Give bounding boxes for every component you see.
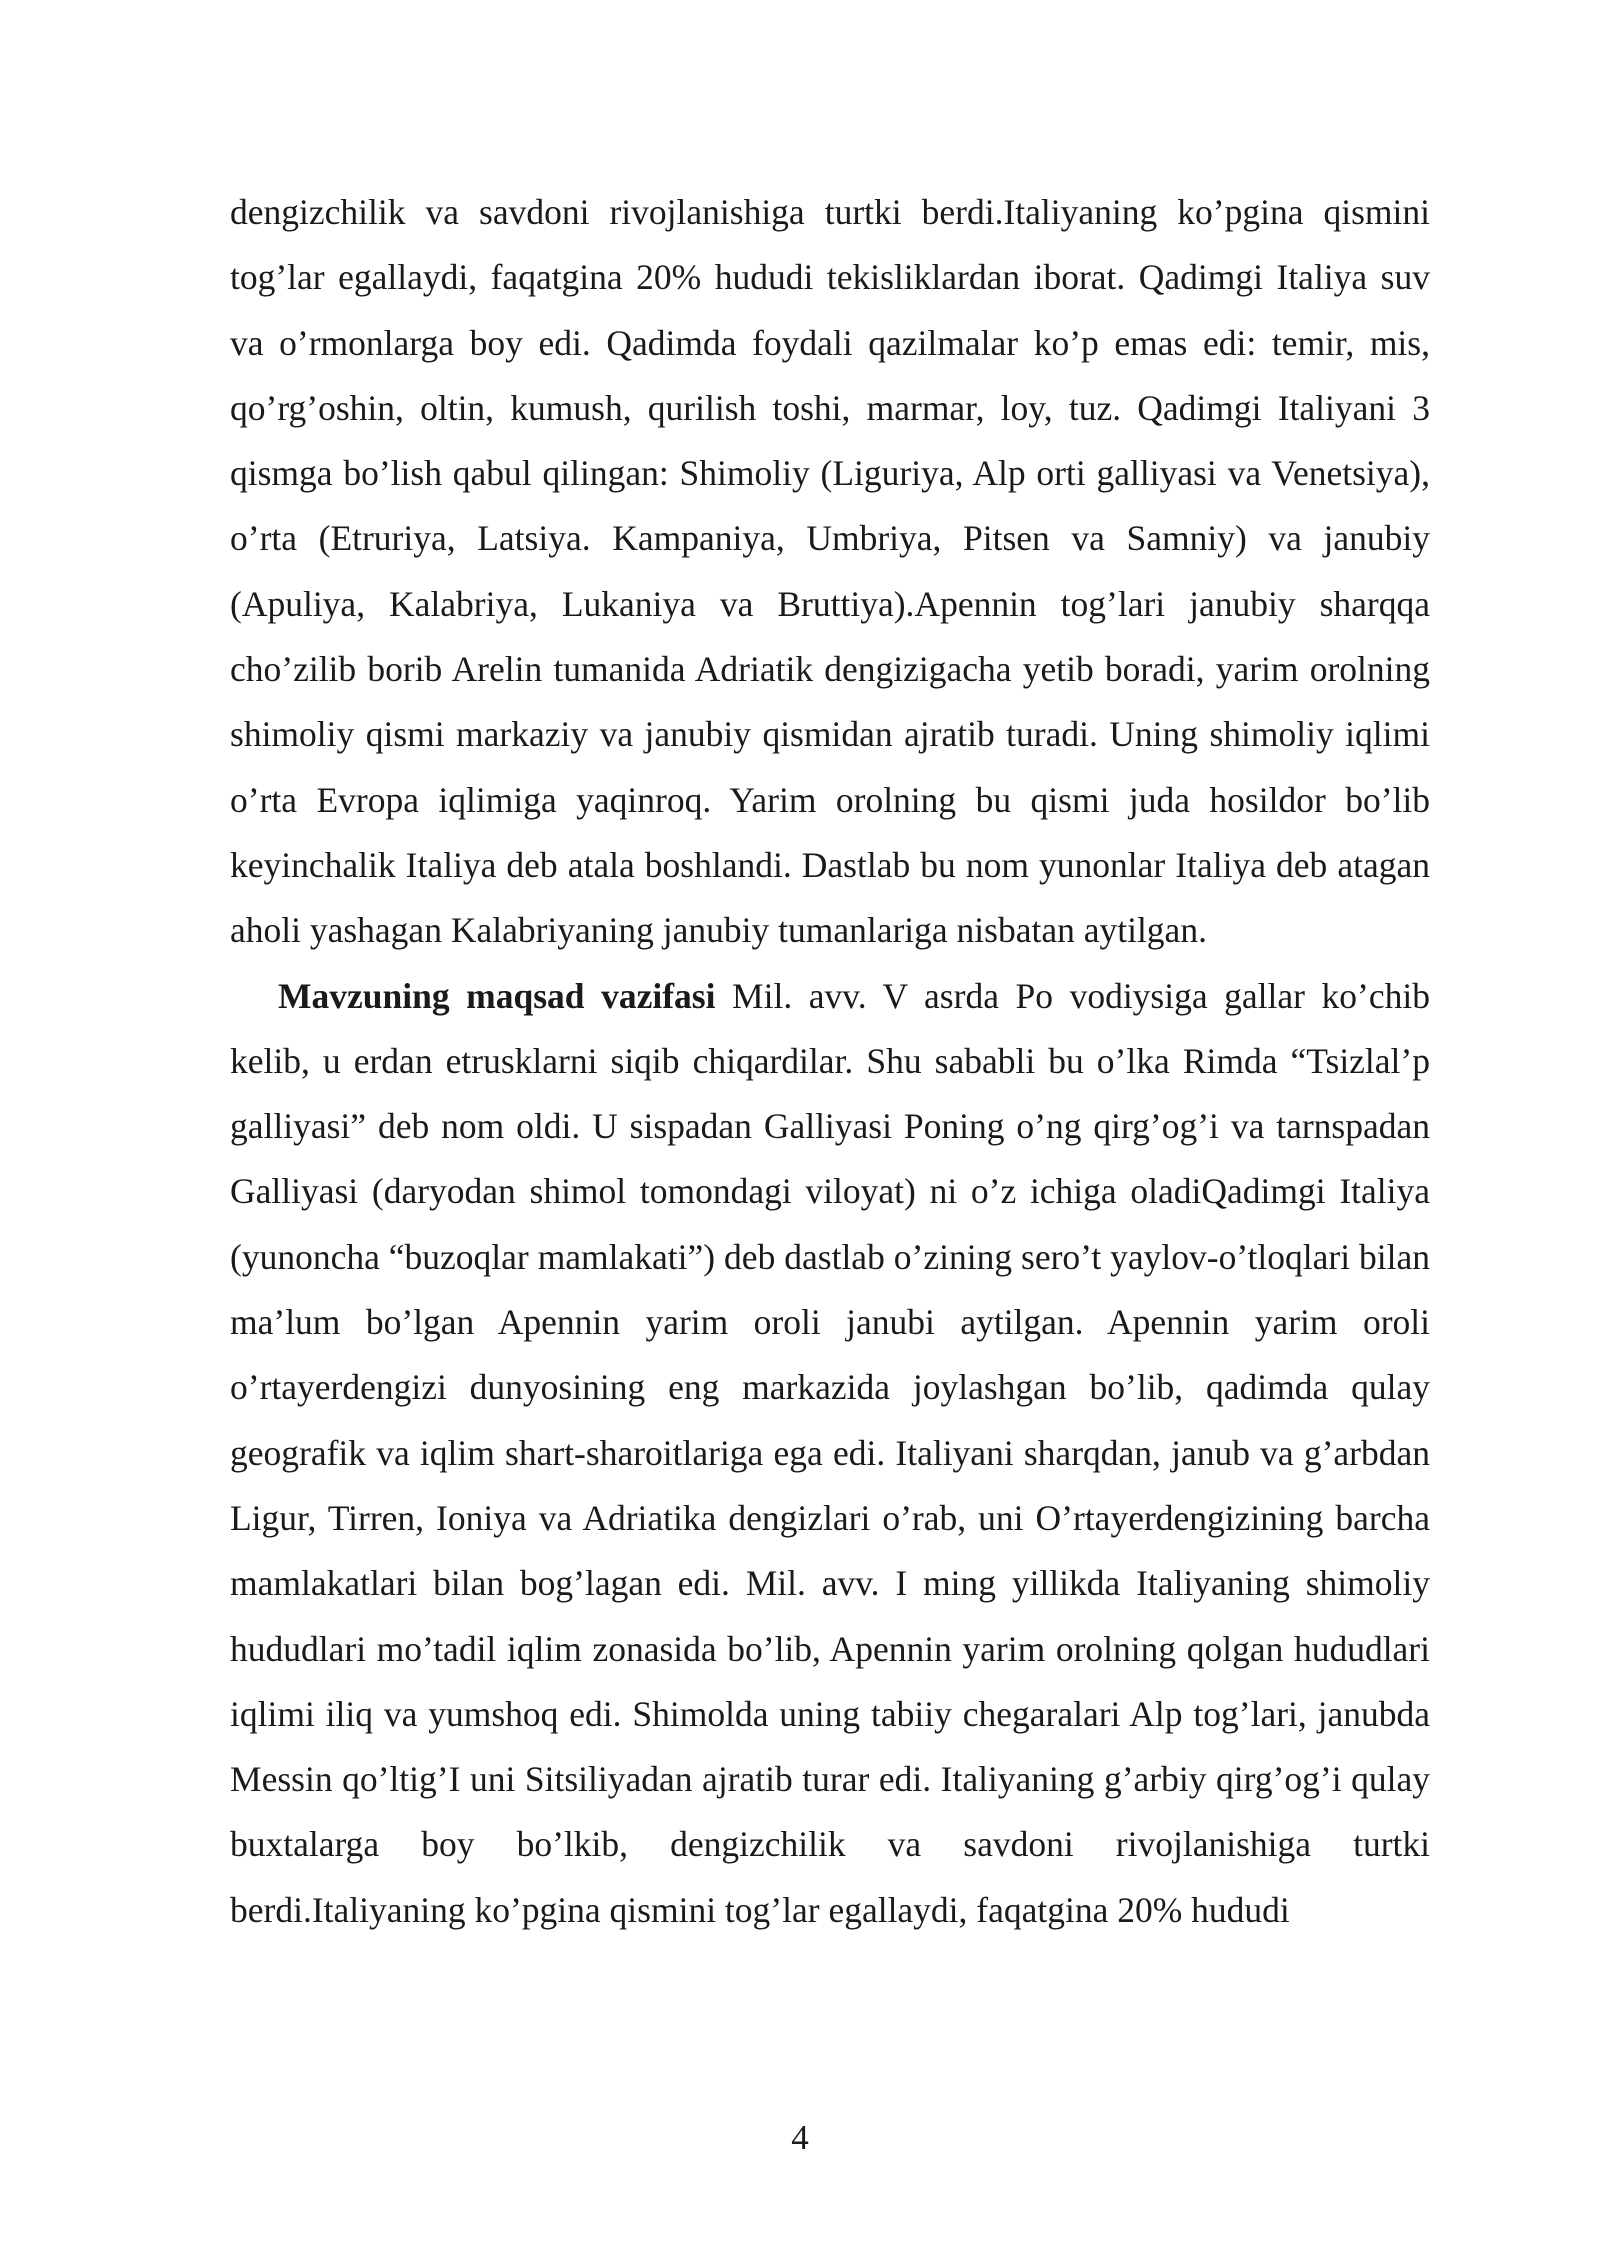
paragraph-2-text: Mil. avv. V asrda Po vodiysiga gallar ko’chib kelib, u erdan etrusklarni siqib chiqardilar. Shu sababli bu o’lka Rimda “Tsizlal’p galliyasi” deb nom oldi. U sispadan Galliyasi Poning o’ng qirg’og’i va tarnspadan Galliyasi (daryodan shimol tomondagi viloyat) ni o’z ichiga oladiQadimgi Italiya (yunoncha “buzoqlar mamlakati”) deb dastlab o’zining sero’t yaylov-o’tloqlari bilan ma’lum bo’lgan Apennin yarim oroli janubi aytilgan. Apennin yarim oroli o’rtayerdengizi dunyosining eng markazida joylashgan bo’lib, qadimda qulay geografik va iqlim shart-sharoitlariga ega edi. Italiyani sharqdan, janub va g’arbdan Ligur, Tirren, Ioniya va Adriatika dengizlari o’rab, uni O’rtayerdengizining barcha mamlakatlari bilan bog’lagan edi. Mil. avv. I ming yillikda Italiyaning shimoliy hududlari mo’tadil iqlim zonasida bo’lib, Apennin yarim orolning qolgan hududlari iqlimi iliq va yumshoq edi. Shimolda uning tabiiy chegaralari Alp tog’lari, janubda Messin qo’ltig’I uni Sitsiliyadan ajratib turar edi. Italiyaning g’arbiy qirg’og’i qulay buxtalarga boy bo’lkib, dengizchilik va savdoni rivojlanishiga turtki berdi.Italiyaning ko’pgina qismini tog’lar egallaydi, faqatgina 20% hududi [230,975,1430,1930]
page-number: 4 [791,2118,809,2157]
paragraph-2-heading: Mavzuning maqsad vazifasi [278,975,716,1016]
paragraph-1 [230,180,1430,964]
paragraph-1-text: dengizchilik va savdoni rivojlanishiga turtki berdi.Italiyaning ko’pgina qismini tog’lar egallaydi, faqatgina 20% hududi tekisliklardan iborat. Qadimgi Italiya suv va o’rmonlarga boy edi. Qadimda foydali qazilmalar ko’p emas edi: temir, mis, qo’rg’oshin, oltin, kumush, qurilish toshi, marmar, loy, tuz. Qadimgi Italiyani 3 qismga bo’lish qabul qilingan: Shimoliy (Liguriya, Alp orti galliyasi va Venetsiya), o’rta (Etruriya, Latsiya. Kampaniya, Umbriya, Pitsen va Samniy) va janubiy (Apuliya, Kalabriya, Lukaniya va Bruttiya).Apennin tog’lari janubiy sharqqa cho’zilib borib Arelin tumanida Adriatik dengizigacha yetib boradi, yarim orolning shimoliy qismi markaziy va janubiy qismidan ajratib turadi. Uning shimoliy iqlimi o’rta Evropa iqlimiga yaqinroq. Yarim orolning bu qismi juda hosildor bo’lib keyinchalik Italiya deb atala boshlandi. Dastlab bu nom yunonlar Italiya deb atagan aholi yashagan Kalabriyaning janubiy tumanlariga nisbatan aytilgan. [230,192,1430,951]
document-page [230,180,1430,1943]
paragraph-2 [230,964,1430,1943]
